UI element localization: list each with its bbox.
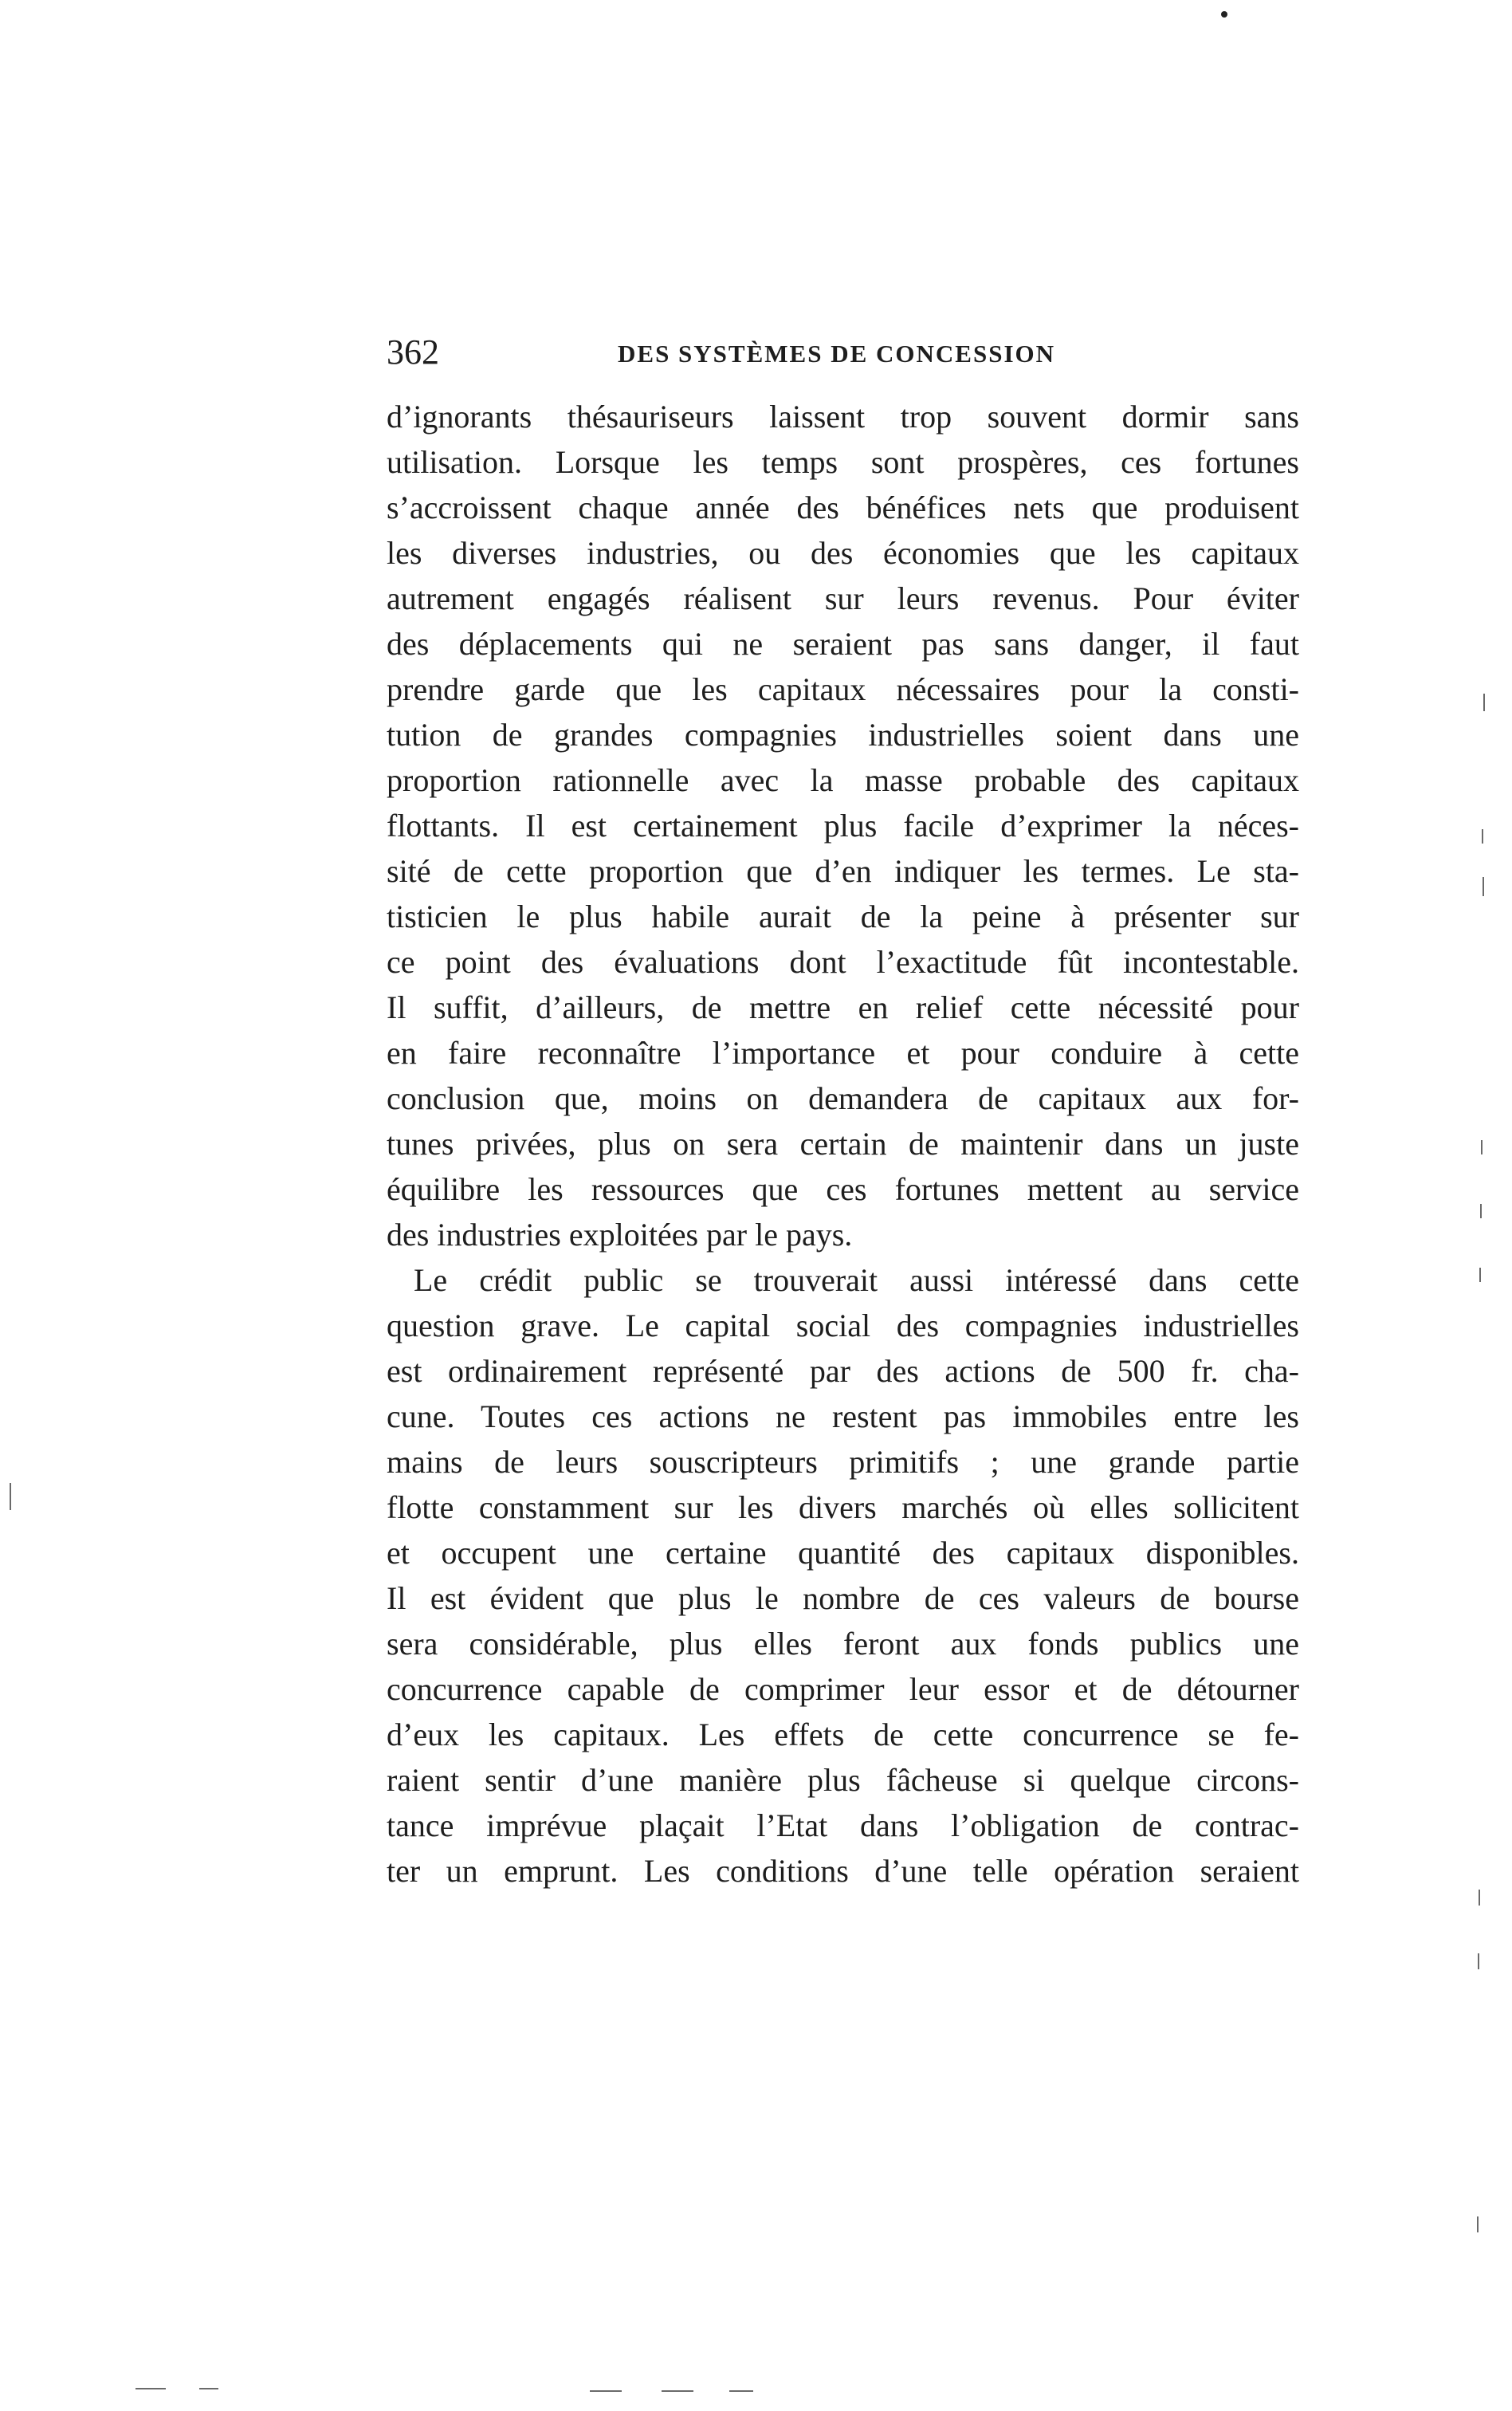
running-head: DES SYSTÈMES DE CONCESSION <box>618 340 1056 368</box>
text-line: des déplacements qui ne seraient pas sans danger, il faut <box>387 626 1299 662</box>
text-line: flottants. Il est certainement plus facile d’exprimer la néces- <box>387 808 1299 844</box>
scan-speck <box>135 2388 166 2389</box>
scan-speck <box>10 1483 11 1510</box>
scan-speck <box>662 2390 693 2392</box>
text-line: proportion rationnelle avec la masse probable des capitaux <box>387 762 1299 798</box>
text-line: d’ignorants thésauriseurs laissent trop souvent dormir sans <box>387 399 1299 435</box>
page-header <box>387 328 1299 376</box>
text-line: conclusion que, moins on demandera de capitaux aux for- <box>387 1080 1299 1116</box>
text-line: tunes privées, plus on sera certain de maintenir dans un juste <box>387 1126 1299 1162</box>
text-line: cune. Toutes ces actions ne restent pas immobiles entre les <box>387 1398 1299 1434</box>
scan-speck <box>1483 877 1484 896</box>
scan-speck <box>1483 694 1485 711</box>
text-line: des industries exploitées par le pays. <box>387 1217 853 1253</box>
text-line: équilibre les ressources que ces fortunes mettent au service <box>387 1171 1299 1207</box>
text-line: prendre garde que les capitaux nécessaires pour la consti- <box>387 671 1299 707</box>
text-line: utilisation. Lorsque les temps sont prospères, ces fortunes <box>387 444 1299 480</box>
text-line: s’accroissent chaque année des bénéfices nets que produisent <box>387 490 1299 525</box>
text-line: autrement engagés réalisent sur leurs revenus. Pour éviter <box>387 580 1299 616</box>
text-line: question grave. Le capital social des compagnies industrielles <box>387 1308 1299 1343</box>
text-line: tance imprévue plaçait l’Etat dans l’obligation de contrac- <box>387 1807 1299 1843</box>
scan-speck <box>1477 2216 1479 2232</box>
text-line: sité de cette proportion que d’en indiquer les termes. Le sta- <box>387 853 1299 889</box>
text-line: sera considérable, plus elles feront aux fonds publics une <box>387 1626 1299 1662</box>
scan-speck <box>1479 1890 1480 1906</box>
scan-speck <box>1478 1953 1479 1969</box>
text-line: est ordinairement représenté par des actions de 500 fr. cha- <box>387 1353 1299 1389</box>
scan-speck <box>1480 1204 1482 1218</box>
text-line: les diverses industries, ou des économies que les capitaux <box>387 535 1299 571</box>
text-line: ce point des évaluations dont l’exactitude fût incontestable. <box>387 944 1299 980</box>
text-line: et occupent une certaine quantité des capitaux disponibles. <box>387 1535 1299 1571</box>
text-line: Le crédit public se trouverait aussi intéressé dans cette <box>414 1262 1299 1298</box>
scan-speck <box>199 2388 218 2389</box>
text-line: tisticien le plus habile aurait de la peine à présenter sur <box>387 899 1299 934</box>
body-text <box>387 394 1299 1894</box>
text-line: concurrence capable de comprimer leur essor et de détourner <box>387 1671 1299 1707</box>
scan-speck <box>729 2390 753 2392</box>
text-line: en faire reconnaître l’importance et pour conduire à cette <box>387 1035 1299 1071</box>
scan-speck <box>1482 829 1483 844</box>
scan-speck <box>1221 11 1227 18</box>
text-line: raient sentir d’une manière plus fâcheuse si quelque circons- <box>387 1762 1299 1798</box>
scan-speck <box>1481 1140 1483 1154</box>
text-line: mains de leurs souscripteurs primitifs ; une grande partie <box>387 1444 1299 1480</box>
scan-speck <box>1479 1268 1481 1282</box>
page-number: 362 <box>387 332 439 372</box>
text-line: Il est évident que plus le nombre de ces valeurs de bourse <box>387 1580 1299 1616</box>
text-line: flotte constamment sur les divers marchés où elles sollicitent <box>387 1489 1299 1525</box>
text-line: Il suffit, d’ailleurs, de mettre en relief cette nécessité pour <box>387 989 1299 1025</box>
paragraph <box>387 394 1299 1257</box>
text-line: d’eux les capitaux. Les effets de cette concurrence se fe- <box>387 1717 1299 1752</box>
scan-speck <box>590 2390 622 2392</box>
paragraph <box>387 1257 1299 1894</box>
text-line: ter un emprunt. Les conditions d’une telle opération seraient <box>387 1853 1299 1889</box>
text-line: tution de grandes compagnies industrielles soient dans une <box>387 717 1299 753</box>
